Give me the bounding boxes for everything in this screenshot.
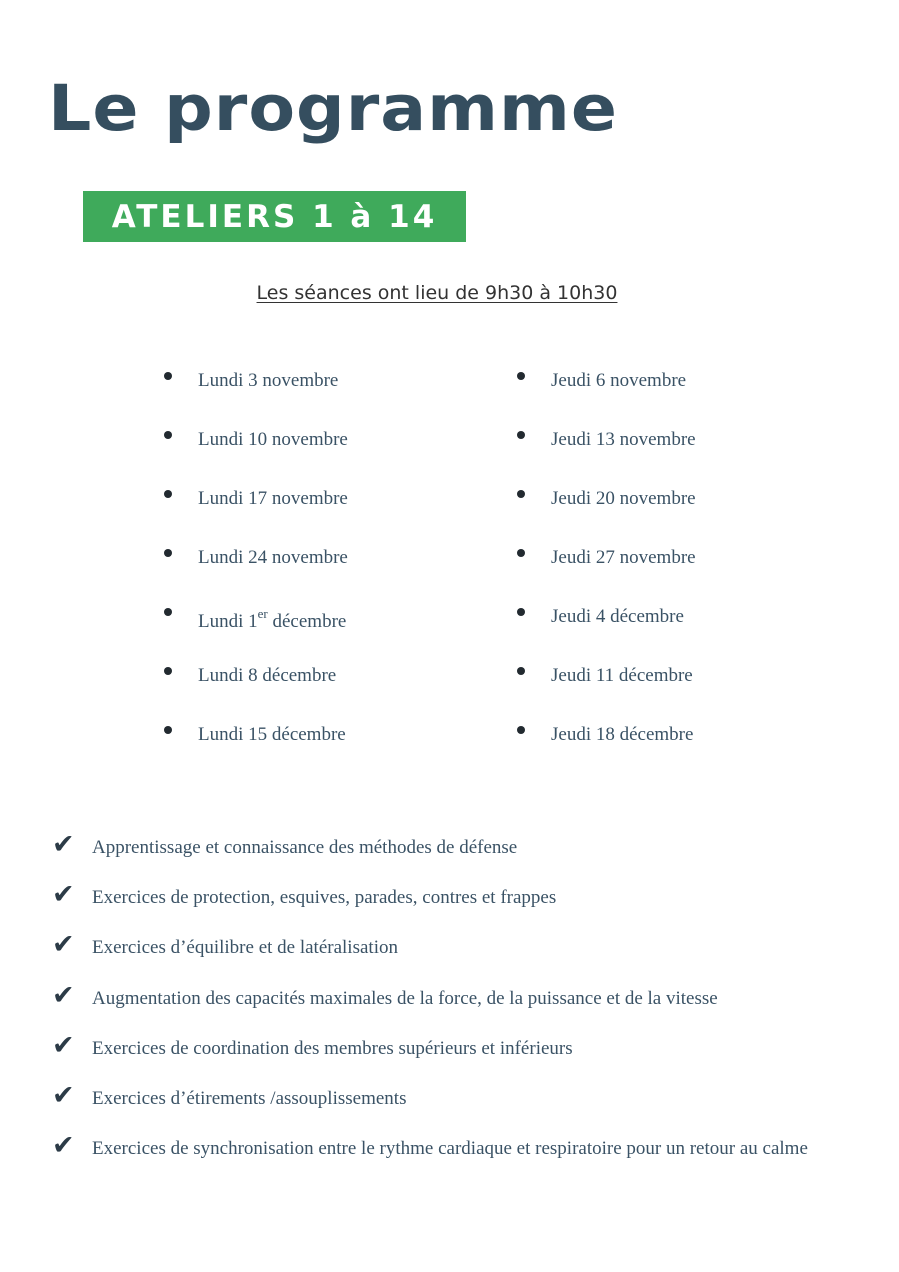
session-date: Jeudi 27 novembre bbox=[551, 547, 696, 568]
activity-label: Augmentation des capacités maximales de la force, de la puissance et de la vitesse bbox=[92, 987, 718, 1009]
session-date: Jeudi 18 décembre bbox=[551, 724, 694, 745]
session-date: Lundi 15 décembre bbox=[198, 724, 346, 745]
bullet-dot-icon bbox=[517, 608, 525, 616]
bullet-dot-icon bbox=[164, 372, 172, 380]
check-mark-icon: ✔ bbox=[52, 879, 75, 911]
bullet-dot-icon bbox=[517, 726, 525, 734]
bullet-dot-icon bbox=[164, 549, 172, 557]
bullet-dot-icon bbox=[164, 431, 172, 439]
bullet-dot-icon bbox=[164, 608, 172, 616]
check-mark-icon: ✔ bbox=[52, 929, 75, 961]
check-mark-icon: ✔ bbox=[52, 979, 75, 1011]
session-date-suffix: décembre bbox=[267, 611, 347, 632]
activity-label: Exercices d’équilibre et de latéralisation bbox=[92, 937, 398, 959]
activity-label: Apprentissage et connaissance des méthodes de défense bbox=[92, 837, 518, 858]
session-date: Jeudi 20 novembre bbox=[551, 488, 696, 509]
session-date: Jeudi 13 novembre bbox=[551, 429, 696, 450]
session-date: Lundi 17 novembre bbox=[198, 488, 348, 509]
activity-label: Exercices de synchronisation entre le rythme cardiaque et respiratoire pour un retour au calme bbox=[92, 1138, 808, 1160]
session-date bbox=[198, 606, 346, 633]
bullet-dot-icon bbox=[164, 667, 172, 675]
bullet-dot-icon bbox=[517, 490, 525, 498]
check-mark-icon: ✔ bbox=[52, 1029, 75, 1061]
session-date: Lundi 10 novembre bbox=[198, 429, 348, 450]
session-date: Jeudi 6 novembre bbox=[551, 370, 687, 391]
check-mark-icon: ✔ bbox=[52, 1130, 75, 1162]
activity-label: Exercices d’étirements /assouplissements bbox=[92, 1087, 407, 1109]
page-title: Le programme bbox=[48, 72, 618, 146]
bullet-dot-icon bbox=[517, 372, 525, 380]
check-mark-icon: ✔ bbox=[52, 1079, 75, 1111]
session-date: Lundi 24 novembre bbox=[198, 547, 348, 568]
check-mark-icon: ✔ bbox=[52, 829, 75, 860]
session-date: Lundi 3 novembre bbox=[198, 370, 339, 391]
activity-label: Exercices de protection, esquives, parades, contres et frappes bbox=[92, 887, 557, 909]
bullet-dot-icon bbox=[517, 431, 525, 439]
session-date: Lundi 8 décembre bbox=[198, 665, 337, 686]
session-date: Jeudi 11 décembre bbox=[551, 665, 693, 686]
session-date-prefix: Lundi 1 bbox=[198, 611, 258, 632]
bullet-dot-icon bbox=[164, 726, 172, 734]
schedule-subtitle: Les séances ont lieu de 9h30 à 10h30 bbox=[256, 282, 618, 304]
ateliers-badge: ATELIERS 1 à 14 bbox=[83, 191, 466, 242]
ordinal-suffix: er bbox=[257, 606, 268, 621]
bullet-dot-icon bbox=[517, 549, 525, 557]
activity-label: Exercices de coordination des membres supérieurs et inférieurs bbox=[92, 1037, 573, 1059]
bullet-dot-icon bbox=[517, 667, 525, 675]
session-date: Jeudi 4 décembre bbox=[551, 606, 684, 627]
bullet-dot-icon bbox=[164, 490, 172, 498]
